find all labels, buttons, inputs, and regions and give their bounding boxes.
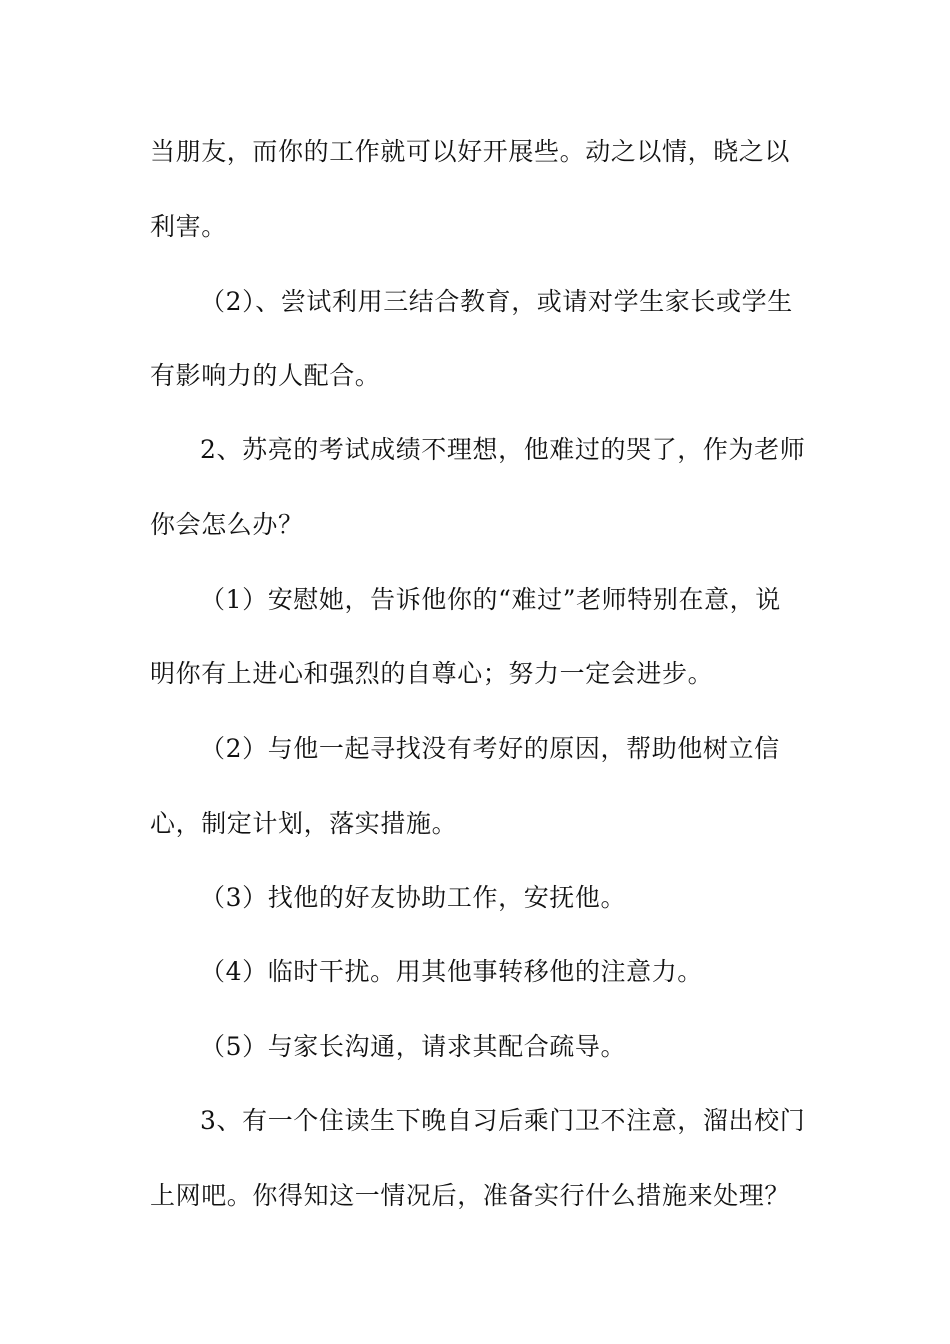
text-line-11: （3）找他的好友协助工作，安抚他。 xyxy=(200,883,627,912)
text-line-9: （2）与他一起寻找没有考好的原因，帮助他树立信 xyxy=(200,734,780,763)
text-line-14: 3、有一个住读生下晚自习后乘门卫不注意，溜出校门 xyxy=(200,1106,806,1135)
text-line-5: 2、苏亮的考试成绩不理想，他难过的哭了，作为老师 xyxy=(200,435,806,464)
text-line-13: （5）与家长沟通，请求其配合疏导。 xyxy=(200,1032,627,1061)
text-line-4: 有影响力的人配合。 xyxy=(150,361,381,390)
text-line-15: 上网吧。你得知这一情况后，准备实行什么措施来处理？ xyxy=(150,1181,791,1210)
text-line-10: 心，制定计划，落实措施。 xyxy=(150,809,458,838)
text-line-7: （1）安慰她，告诉他你的“难过”老师特别在意，说 xyxy=(200,585,781,614)
text-line-12: （4）临时干扰。用其他事转移他的注意力。 xyxy=(200,957,703,986)
text-line-8: 明你有上进心和强烈的自尊心；努力一定会进步。 xyxy=(150,659,714,688)
text-line-3: （2）、尝试利用三结合教育，或请对学生家长或学生 xyxy=(200,287,793,316)
text-line-2: 利害。 xyxy=(150,212,227,241)
text-line-1: 当朋友，而你的工作就可以好开展些。动之以情，晓之以 xyxy=(150,137,791,166)
text-line-6: 你会怎么办？ xyxy=(150,510,304,539)
